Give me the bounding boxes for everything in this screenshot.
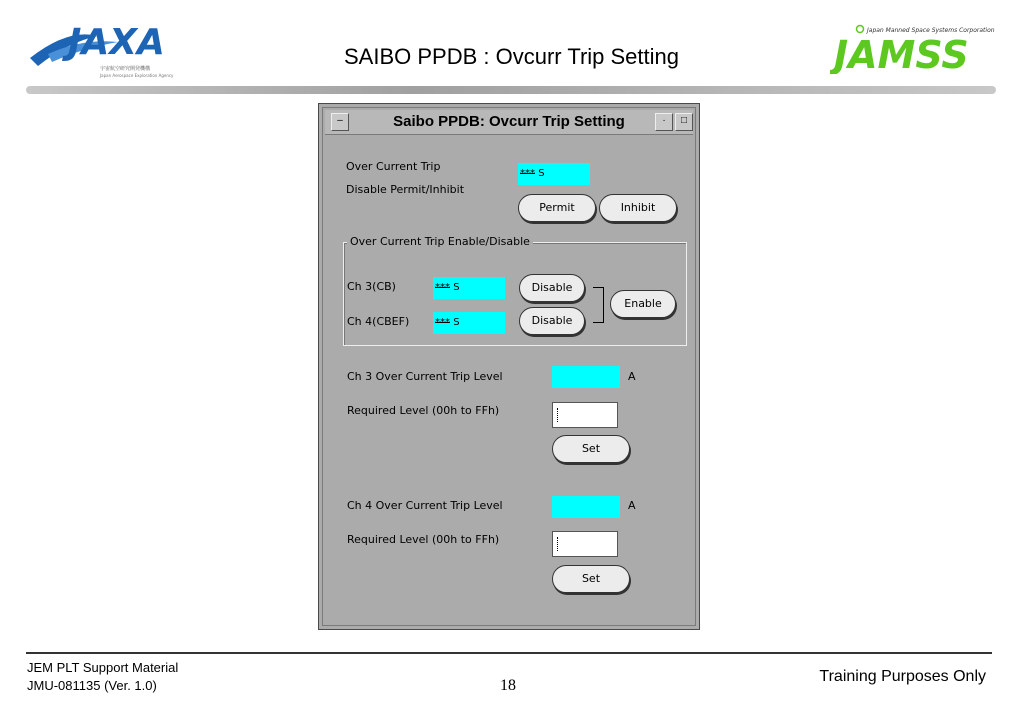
ch3-required-label: Required Level (00h to FFh) bbox=[347, 404, 500, 417]
ch3-unit: A bbox=[628, 370, 636, 383]
slide-title: SAIBO PPDB : Ovcurr Trip Setting bbox=[344, 44, 679, 69]
trip-status-suffix: S bbox=[538, 168, 545, 179]
group-label: Over Current Trip Enable/Disable bbox=[347, 235, 533, 248]
page-number: 18 bbox=[500, 677, 516, 694]
window-titlebar[interactable] bbox=[325, 110, 693, 135]
jamss-logo bbox=[830, 22, 1000, 74]
ch3-disable-button[interactable]: Disable bbox=[519, 274, 585, 302]
ch3-label: Ch 3(CB) bbox=[347, 280, 396, 293]
footer-doc-id: JMU-081135 (Ver. 1.0) bbox=[27, 678, 157, 693]
ch3-level-label: Ch 3 Over Current Trip Level bbox=[347, 370, 503, 383]
ch4-set-button[interactable]: Set bbox=[552, 565, 630, 593]
maximize-icon[interactable]: □ bbox=[675, 113, 693, 131]
footer-training-label: Training Purposes Only bbox=[819, 668, 986, 685]
footer-material-label: JEM PLT Support Material bbox=[27, 660, 179, 675]
ch3-required-input[interactable] bbox=[552, 402, 618, 428]
svg-text:Japan Aerospace Exploration Ag: Japan Aerospace Exploration Agency bbox=[100, 73, 174, 78]
ch4-status-suffix: S bbox=[453, 317, 460, 328]
window-menu-icon[interactable]: – bbox=[331, 113, 349, 131]
ch4-status-field bbox=[433, 312, 505, 334]
svg-text:JAXA: JAXA bbox=[68, 22, 165, 63]
enable-bracket bbox=[593, 287, 604, 323]
ch4-level-label: Ch 4 Over Current Trip Level bbox=[347, 499, 503, 512]
ovcurr-trip-window bbox=[318, 103, 700, 630]
window-frame bbox=[322, 107, 696, 626]
svg-text:宇宙航空研究開発機構: 宇宙航空研究開発機構 bbox=[100, 66, 151, 72]
inhibit-button[interactable]: Inhibit bbox=[599, 194, 677, 222]
ch4-unit: A bbox=[628, 499, 636, 512]
ch4-level-field bbox=[552, 496, 620, 518]
minimize-icon[interactable]: · bbox=[655, 113, 673, 131]
ch3-status-stars: *** bbox=[435, 282, 450, 293]
title-divider-bar bbox=[26, 86, 996, 94]
ch3-level-field bbox=[552, 366, 620, 388]
ch4-status-stars: *** bbox=[435, 317, 450, 328]
ch4-required-label: Required Level (00h to FFh) bbox=[347, 533, 500, 546]
ch3-status-field bbox=[433, 277, 505, 299]
ch4-required-input[interactable] bbox=[552, 531, 618, 557]
trip-label: Over Current Trip bbox=[346, 160, 441, 173]
trip-status-stars: *** bbox=[520, 168, 535, 179]
ch4-label: Ch 4(CBEF) bbox=[347, 315, 410, 328]
svg-text:Japan Manned Space Systems Cor: Japan Manned Space Systems Corporation bbox=[867, 27, 995, 34]
permit-button[interactable]: Permit bbox=[518, 194, 596, 222]
ch3-status-suffix: S bbox=[453, 282, 460, 293]
enable-button[interactable]: Enable bbox=[610, 290, 676, 318]
disable-permit-inhibit-label: Disable Permit/Inhibit bbox=[346, 183, 465, 196]
trip-status-field bbox=[518, 163, 590, 185]
svg-text:JAMSS: JAMSS bbox=[834, 33, 969, 74]
footer-divider bbox=[26, 652, 992, 654]
window-title: Saibo PPDB: Ovcurr Trip Setting bbox=[393, 113, 625, 130]
ch4-disable-button[interactable]: Disable bbox=[519, 307, 585, 335]
ch3-set-button[interactable]: Set bbox=[552, 435, 630, 463]
